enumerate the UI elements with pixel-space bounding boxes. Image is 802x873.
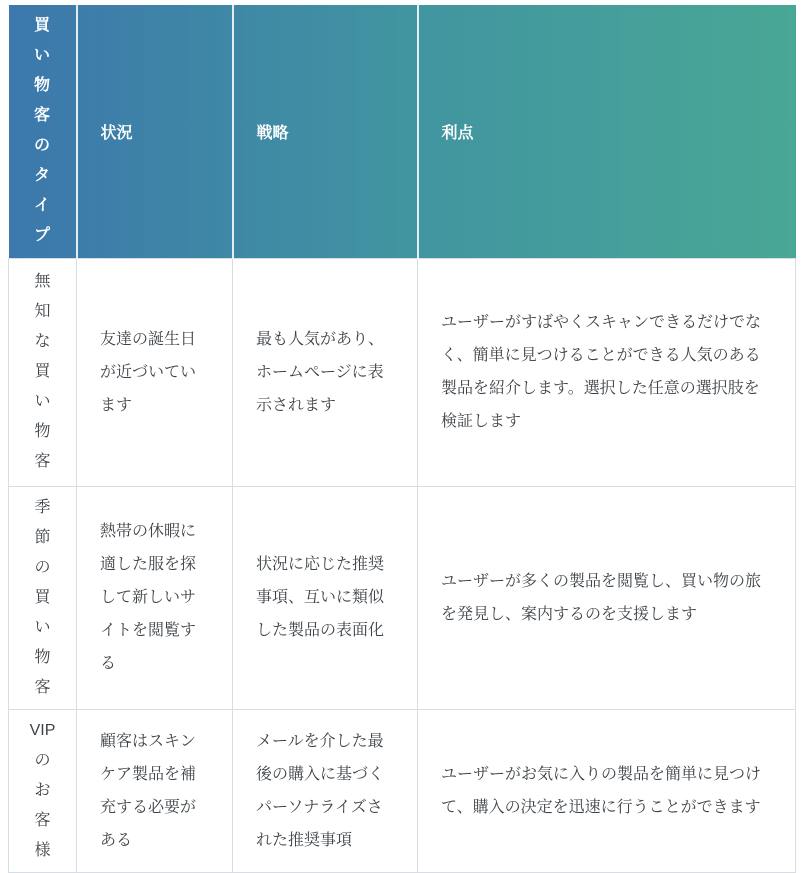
cell-strategy: 状況に応じた推奨事項、互いに類似した製品の表面化	[233, 486, 418, 709]
cell-benefit: ユーザーがすばやくスキャンできるだけでなく、簡単に見つけることができる人気のある製品を紹介します。選択した任意の選択肢を検証します	[418, 258, 796, 486]
cell-situation: 熱帯の休暇に適した服を探して新しいサイトを閲覧する	[77, 486, 233, 709]
table-row	[9, 486, 796, 709]
cell-shopper-type: 無知な買い物客	[9, 258, 77, 486]
cell-benefit: ユーザーが多くの製品を閲覧し、買い物の旅を発見し、案内するのを支援します	[418, 486, 796, 709]
shopper-type-table	[8, 5, 796, 873]
header-cell-strategy: 戦略	[233, 5, 418, 258]
table-body	[9, 258, 796, 872]
header-cell-shopper-type: 買い物客のタイプ	[9, 5, 77, 258]
cell-situation: 顧客はスキンケア製品を補充する必要がある	[77, 709, 233, 872]
cell-strategy: 最も人気があり、ホームページに表示されます	[233, 258, 418, 486]
cell-shopper-type: VIPのお客様	[9, 709, 77, 872]
header-cell-benefit: 利点	[441, 124, 474, 142]
cell-shopper-type: 季節の買い物客	[9, 486, 77, 709]
header-cell-situation: 状況	[77, 5, 233, 258]
table-header	[9, 5, 796, 258]
cell-situation: 友達の誕生日が近づいています	[77, 258, 233, 486]
cell-strategy: メールを介した最後の購入に基づくパーソナライズされた推奨事項	[233, 709, 418, 872]
cell-benefit: ユーザーがお気に入りの製品を簡単に見つけて、購入の決定を迅速に行うことができます	[418, 709, 796, 872]
table-row	[9, 258, 796, 486]
table-row	[9, 709, 796, 872]
header-row	[9, 5, 796, 258]
